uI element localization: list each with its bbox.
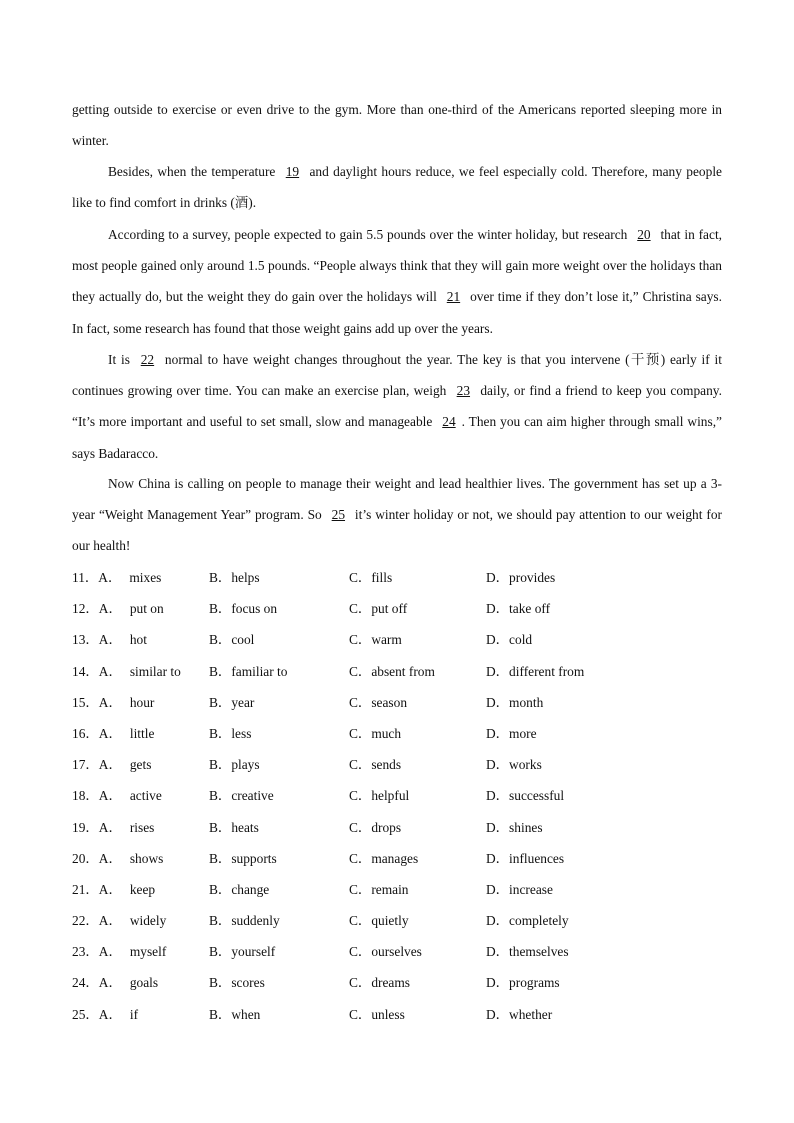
option-a: gets xyxy=(129,757,152,773)
option-a: similar to xyxy=(129,663,181,679)
option-a: widely xyxy=(129,913,167,929)
question-number: 11．A． xyxy=(72,570,122,585)
option-c: C．manages xyxy=(349,850,419,866)
option-a: active xyxy=(129,788,162,804)
question-number-and-option-a xyxy=(72,687,154,718)
question-number-and-option-a xyxy=(72,874,155,905)
text-segment: and daylight hours reduce, we feel especially cold. Therefore, many people like to find comfort in drinks (酒). xyxy=(72,164,722,211)
question-row xyxy=(72,967,722,998)
option-c: C．much xyxy=(349,725,402,741)
option-a: hour xyxy=(129,694,155,710)
question-number-and-option-a xyxy=(72,718,154,749)
question-number: 13．A． xyxy=(72,632,122,648)
question-number: 24．A． xyxy=(72,975,122,991)
option-a: shows xyxy=(129,850,164,866)
option-a: myself xyxy=(129,944,167,960)
option-c: C．ourselves xyxy=(349,944,422,960)
question-number: 25．A． xyxy=(72,1006,122,1022)
option-d: D．influences xyxy=(486,850,565,866)
option-c: C．dreams xyxy=(349,975,410,991)
question-row xyxy=(72,905,722,936)
option-b: B．scores xyxy=(209,975,265,991)
passage-paragraph-5 xyxy=(72,468,722,562)
option-c: C．drops xyxy=(349,819,402,835)
text-segment: . Then you can aim higher through small wins,” says Badaracco. xyxy=(72,414,722,461)
question-number: 14．A． xyxy=(72,663,122,679)
option-b: B．heats xyxy=(209,819,259,835)
option-d: D．whether xyxy=(486,1006,553,1022)
option-d: D．take off xyxy=(486,601,551,617)
option-b: B．year xyxy=(209,694,255,710)
question-number-and-option-a xyxy=(72,656,181,687)
passage-paragraph-3 xyxy=(72,219,722,344)
question-number: 16．A． xyxy=(72,725,122,741)
question-number: 21．A． xyxy=(72,881,122,897)
text-segment: that in fact, most people gained only around 1.5 pounds. “People always think that they will gain more weight over the holidays than they actually do, but the weight they do gain over the holidays will xyxy=(72,227,723,305)
option-d: D．programs xyxy=(486,975,560,991)
passage-paragraph-4 xyxy=(72,344,722,469)
option-a: rises xyxy=(129,819,155,835)
option-d: D．themselves xyxy=(486,944,569,960)
text-segment: Now China is calling on people to manage their weight and lead healthier lives. The government has set up a 3-year “Weight Management Year” program. So xyxy=(72,476,722,523)
question-number-and-option-a xyxy=(72,593,164,624)
option-d: D．provides xyxy=(486,570,556,585)
question-number-and-option-a xyxy=(72,905,166,936)
question-row xyxy=(72,874,722,905)
option-a: little xyxy=(129,725,155,741)
option-b: B．familiar to xyxy=(209,663,288,679)
question-number-and-option-a xyxy=(72,843,163,874)
text-segment: daily, or find a friend to keep you company. “It’s more important and useful to set small, slow and manageable xyxy=(72,383,722,430)
option-a: goals xyxy=(129,975,159,991)
text-segment: over time if they don’t lose it,” Christina says. In fact, some research has found that those weight gains add up over the years. xyxy=(72,289,722,336)
question-number: 15．A． xyxy=(72,694,122,710)
option-c: C．season xyxy=(349,694,408,710)
option-b: B．creative xyxy=(209,788,274,804)
question-number: 23．A． xyxy=(72,944,122,960)
question-row xyxy=(72,687,722,718)
question-number: 19．A． xyxy=(72,819,122,835)
option-d: D．completely xyxy=(486,913,569,929)
option-b: B．less xyxy=(209,725,252,741)
blank-25: 25 xyxy=(331,507,346,523)
question-number: 20．A． xyxy=(72,850,122,866)
passage-paragraph-2 xyxy=(72,156,722,218)
blank-21: 21 xyxy=(446,289,461,305)
passage-paragraph-1: getting outside to exercise or even drive to the gym. More than one-third of the Americans reported sleeping more in winter. xyxy=(72,102,722,149)
option-b: B．suddenly xyxy=(209,913,280,929)
option-b: B．cool xyxy=(209,632,255,648)
question-number-and-option-a xyxy=(72,936,166,967)
question-row xyxy=(72,624,722,655)
option-b: B．plays xyxy=(209,757,260,773)
question-number-and-option-a xyxy=(72,812,154,843)
option-c: C．remain xyxy=(349,881,409,897)
question-row xyxy=(72,593,722,624)
question-number-and-option-a xyxy=(72,562,161,593)
question-row xyxy=(72,780,722,811)
question-number: 17．A． xyxy=(72,757,122,773)
question-row xyxy=(72,656,722,687)
text-segment: Besides, when the temperature xyxy=(108,164,280,179)
option-c: C．unless xyxy=(349,1006,405,1022)
question-row xyxy=(72,936,722,967)
option-c: C．fills xyxy=(349,570,393,585)
question-row xyxy=(72,718,722,749)
option-b: B．change xyxy=(209,881,270,897)
question-row xyxy=(72,562,722,593)
option-a: put on xyxy=(129,601,164,617)
option-b: B．focus on xyxy=(209,601,278,617)
option-d: D．different from xyxy=(486,663,585,679)
option-c: C．sends xyxy=(349,757,402,773)
option-b: B．helps xyxy=(209,570,260,585)
option-d: D．successful xyxy=(486,788,565,804)
option-b: B．when xyxy=(209,1006,261,1022)
question-number: 22．A． xyxy=(72,913,122,929)
blank-24: 24 xyxy=(442,414,456,430)
question-number-and-option-a xyxy=(72,749,151,780)
text-segment: it’s winter holiday or not, we should pay attention to our weight for our health! xyxy=(72,507,722,554)
answer-options-list xyxy=(72,562,722,1030)
option-a: hot xyxy=(129,632,147,648)
option-d: D．increase xyxy=(486,881,553,897)
option-c: C．helpful xyxy=(349,788,410,804)
option-d: D．month xyxy=(486,694,544,710)
option-b: B．supports xyxy=(209,850,277,866)
option-b: B．yourself xyxy=(209,944,276,960)
blank-22: 22 xyxy=(140,352,155,367)
option-c: C．put off xyxy=(349,601,408,617)
blank-20: 20 xyxy=(637,227,651,242)
option-a: mixes xyxy=(129,570,162,585)
text-segment: According to a survey, people expected to gain 5.5 pounds over the winter holiday, but research xyxy=(108,227,632,242)
option-d: D．more xyxy=(486,725,537,741)
text-segment: normal to have weight changes throughout the year. The key is that you intervene (干预) early if it continues growing over time. You can make an exercise plan, weigh xyxy=(72,352,722,399)
question-number-and-option-a xyxy=(72,967,158,998)
option-a: if xyxy=(129,1006,139,1022)
option-d: D．works xyxy=(486,757,542,773)
question-row xyxy=(72,999,722,1030)
question-number-and-option-a xyxy=(72,624,147,655)
option-d: D．cold xyxy=(486,632,533,648)
blank-19: 19 xyxy=(285,164,300,179)
question-row xyxy=(72,812,722,843)
text-segment: It is xyxy=(108,352,135,367)
question-row xyxy=(72,749,722,780)
question-row xyxy=(72,843,722,874)
question-number: 18．A． xyxy=(72,788,122,804)
option-a: keep xyxy=(129,881,156,897)
question-number-and-option-a xyxy=(72,780,162,811)
question-number: 12．A． xyxy=(72,601,122,617)
option-c: C．warm xyxy=(349,632,402,648)
option-c: C．absent from xyxy=(349,663,435,679)
blank-23: 23 xyxy=(456,383,471,399)
option-c: C．quietly xyxy=(349,913,409,929)
option-d: D．shines xyxy=(486,819,543,835)
question-number-and-option-a xyxy=(72,999,138,1030)
